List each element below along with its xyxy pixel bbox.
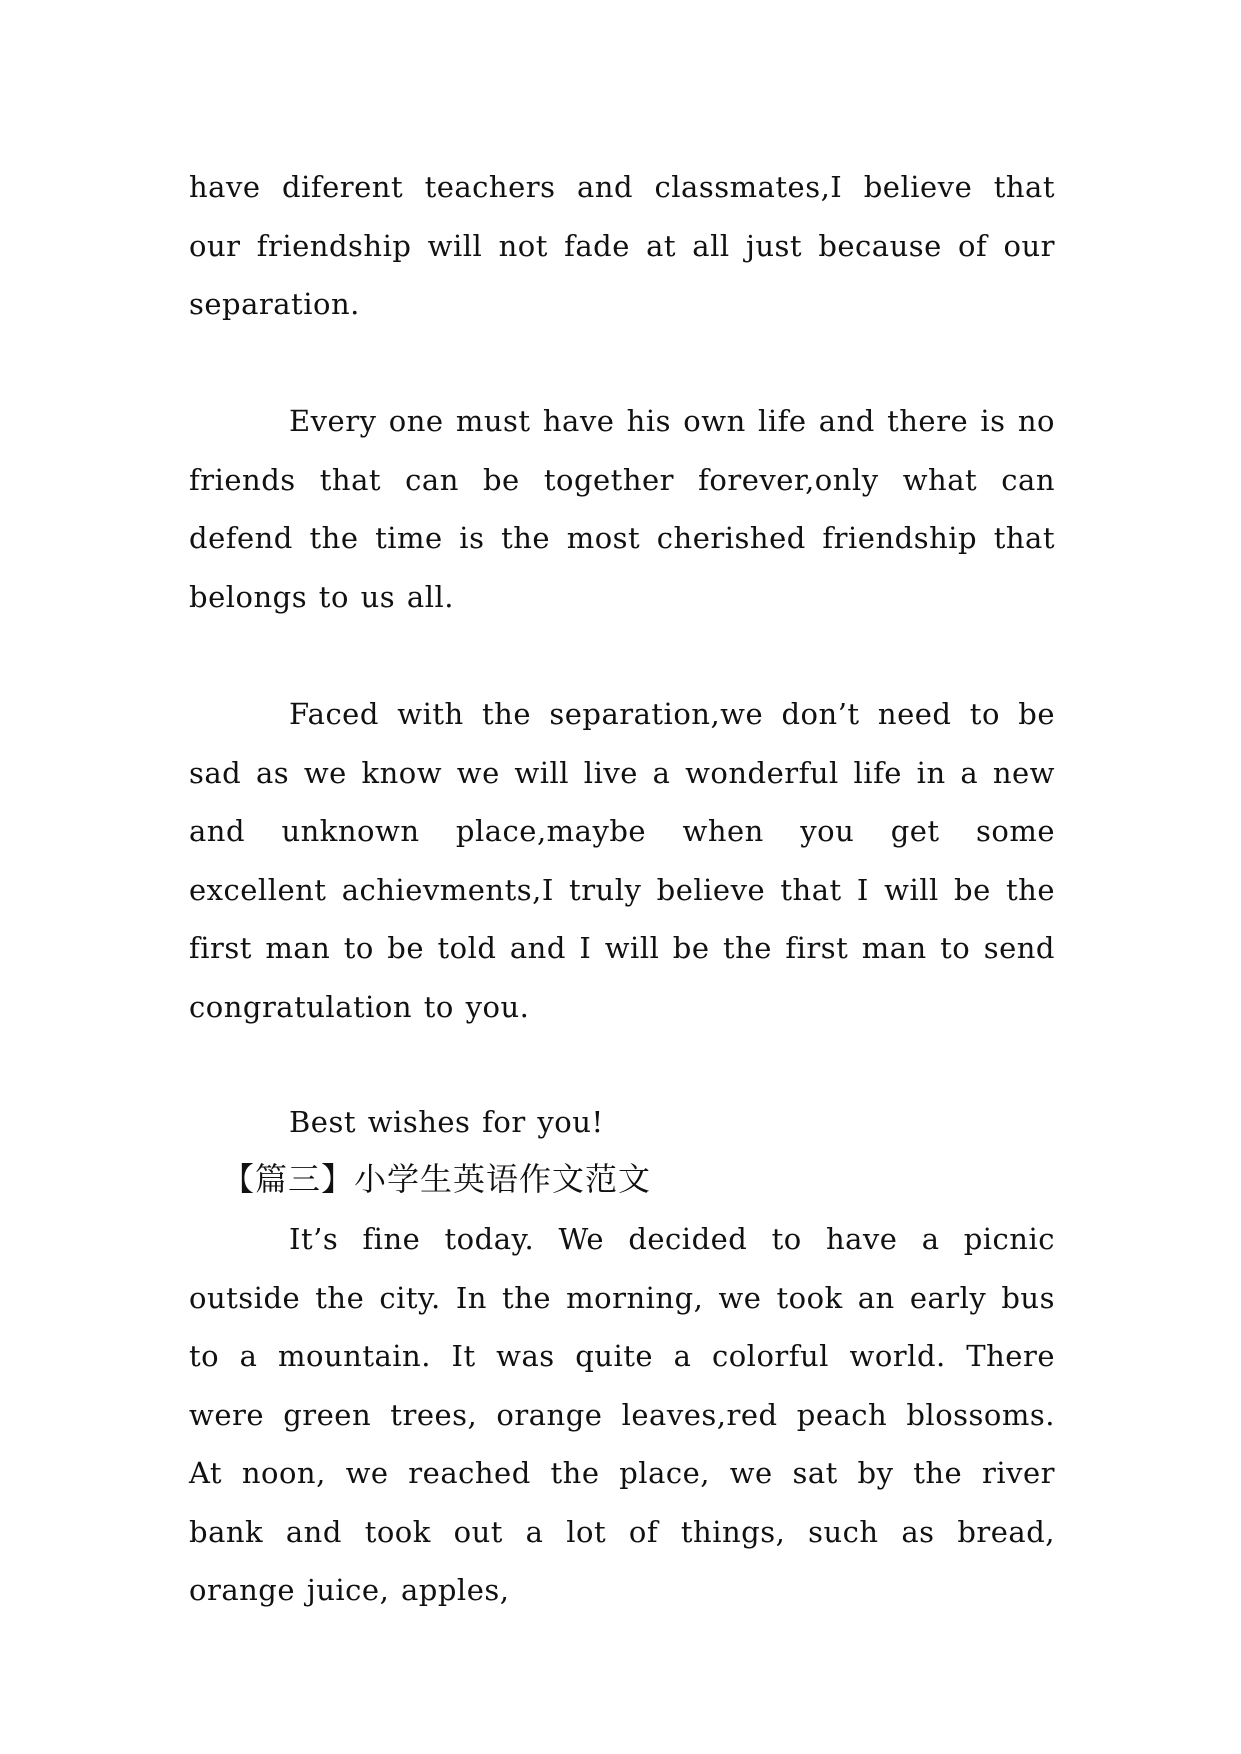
paragraph-separation: Faced with the separation,we don’t need to be sad as we know we will live a wonderful life in a new and unknown place,maybe when you get some excellent achievments,I truly believe that I will be the first man to be told and I will be the first man to send congratulation to you. bbox=[189, 697, 1055, 1024]
section-heading: 【篇三】小学生英语作文范文 bbox=[222, 1160, 652, 1198]
paragraph-picnic-essay: It’s fine today. We decided to have a picnic outside the city. In the morning, we took an early bus to a mountain. It was quite a colorful world. There were green trees, orange leaves,red peach blossoms. At noon, we reached the place, we sat by the river bank and took out a lot of things, such as bread, orange juice, apples, bbox=[189, 1222, 1055, 1607]
paragraph-own-life: Every one must have his own life and there is no friends that can be together forever,only what can defend the time is the most cherished friendship that belongs to us all. bbox=[189, 404, 1055, 614]
paragraph-best-wishes: Best wishes for you! bbox=[289, 1105, 604, 1139]
paragraph-friendship-continued: have diferent teachers and classmates,I believe that our friendship will not fade at all just because of our separation. bbox=[189, 170, 1055, 321]
